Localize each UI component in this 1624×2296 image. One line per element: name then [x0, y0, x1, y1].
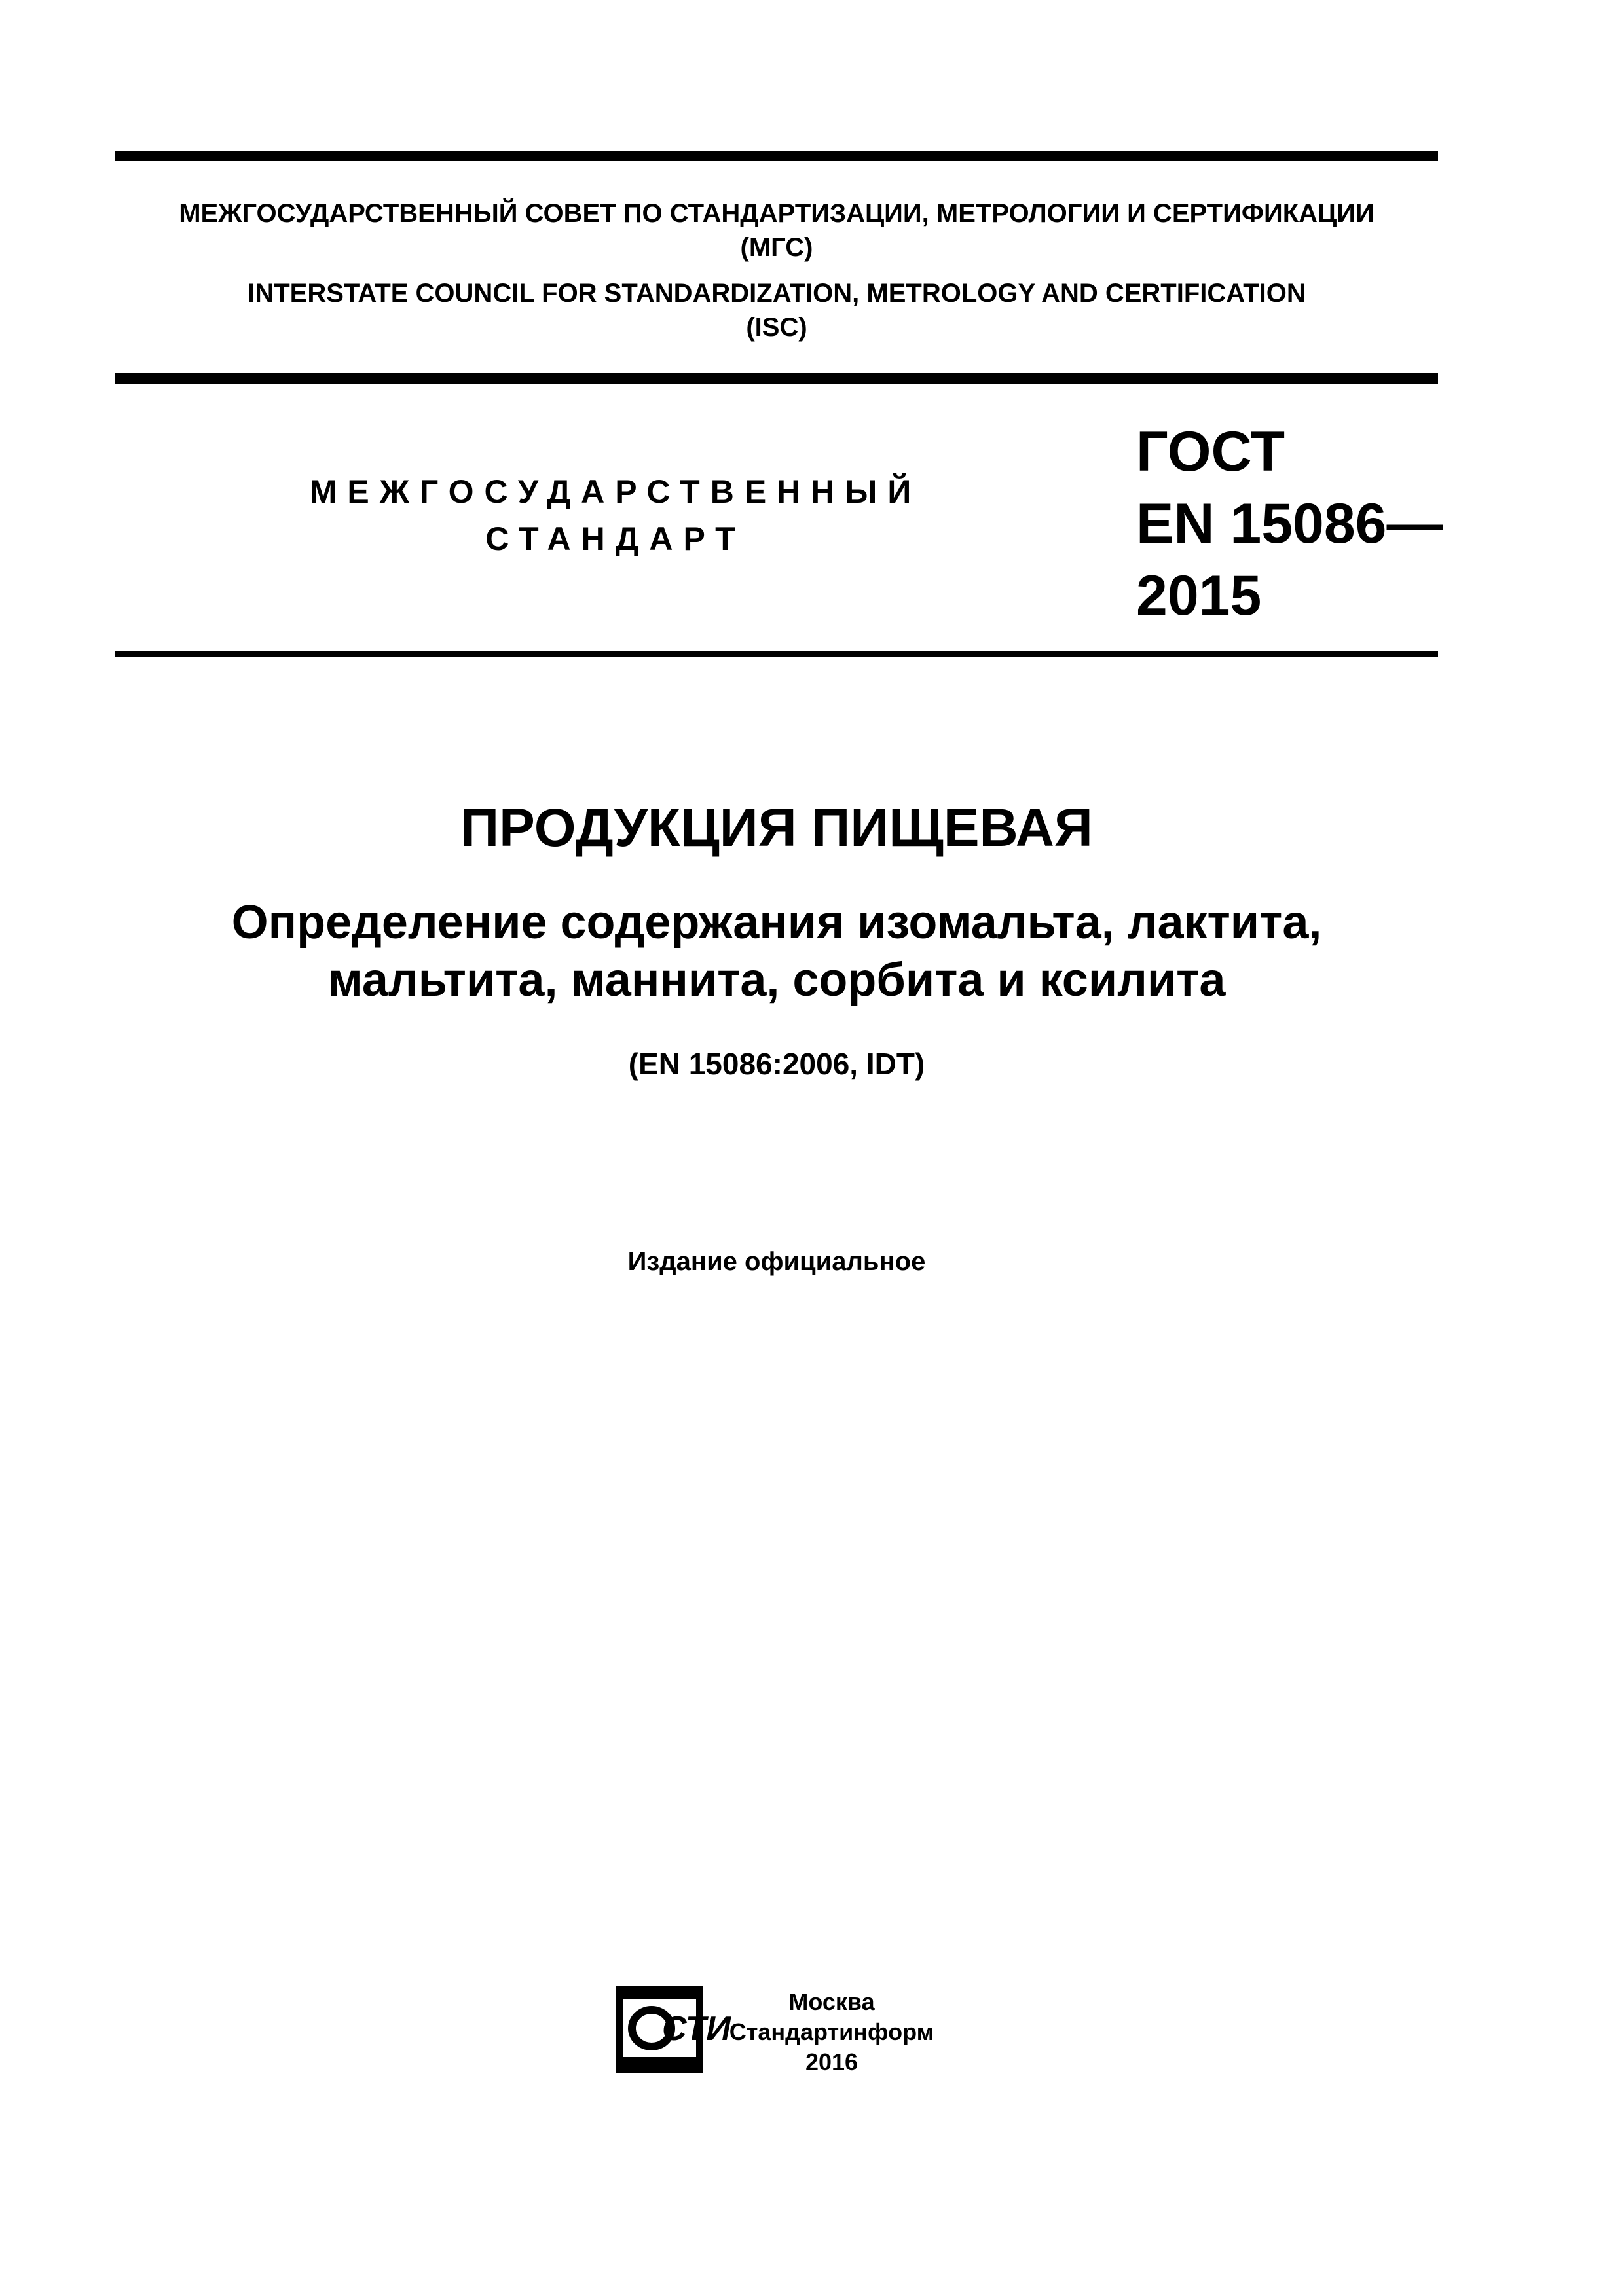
top-rule [115, 151, 1438, 161]
standard-kind-line1: МЕЖГОСУДАРСТВЕННЫЙ [309, 473, 922, 510]
publisher-logo-icon [614, 1984, 731, 2075]
standard-kind [288, 468, 943, 562]
council-ru-line: МЕЖГОСУДАРСТВЕННЫЙ СОВЕТ ПО СТАНДАРТИЗАЦИИ, МЕТРОЛОГИИ И СЕРТИФИКАЦИИ [179, 199, 1375, 228]
imprint-year: 2016 [805, 2049, 858, 2075]
designation-line3: 2015 [1136, 564, 1262, 627]
council-en-abbr: (ISC) [746, 313, 807, 342]
publication-imprint [720, 1987, 943, 2077]
imprint-publisher: Стандартинформ [729, 2018, 934, 2045]
header-divider [115, 373, 1438, 384]
imprint-city: Москва [788, 1988, 875, 2015]
standard-kind-line2: СТАНДАРТ [485, 520, 746, 557]
subtitle-line2: мальтита, маннита, сорбита и ксилита [327, 954, 1226, 1006]
council-ru-abbr: (МГС) [740, 233, 813, 262]
document-title: ПРОДУКЦИЯ ПИЩЕВАЯ [460, 798, 1093, 858]
standard-designation [1136, 416, 1443, 632]
document-subtitle [115, 894, 1438, 1009]
logo-text: СТИ [662, 2010, 731, 2048]
designation-line1: ГОСТ [1136, 420, 1285, 483]
subtitle-line1: Определение содержания изомальта, лактита, [231, 896, 1322, 949]
council-name-en [115, 276, 1438, 344]
designation-line2: EN 15086— [1136, 492, 1443, 555]
designation-divider [115, 651, 1438, 657]
council-name-ru [115, 196, 1438, 264]
edition-label: Издание официальное [627, 1247, 926, 1276]
reference-standard: (EN 15086:2006, IDT) [628, 1047, 925, 1081]
council-en-line: INTERSTATE COUNCIL FOR STANDARDIZATION, METROLOGY AND CERTIFICATION [248, 279, 1306, 308]
